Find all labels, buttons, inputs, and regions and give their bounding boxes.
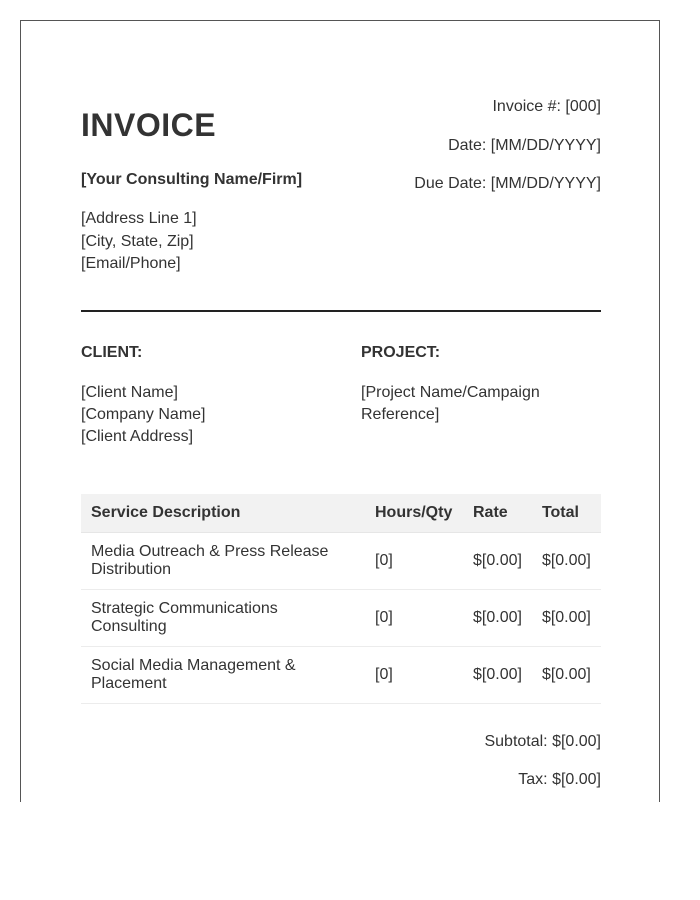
invoice-due-date: Due Date: [MM/DD/YYYY] (414, 175, 601, 192)
service-rate: $[0.00] (463, 590, 532, 647)
firm-name: [Your Consulting Name/Firm] (81, 171, 303, 188)
service-qty: [0] (365, 533, 463, 590)
invoice-date: Date: [MM/DD/YYYY] (448, 136, 601, 154)
project-reference: [Project Name/Campaign Reference] (361, 384, 540, 423)
client-heading: CLIENT: (81, 344, 143, 361)
table-row (81, 533, 601, 590)
services-table (81, 494, 601, 704)
divider (81, 310, 601, 312)
service-qty: [0] (365, 647, 463, 704)
client-line: [Client Name] (81, 384, 178, 401)
column-header: Service Description (81, 494, 365, 533)
address-line: [Email/Phone] (81, 255, 181, 272)
table-row (81, 647, 601, 704)
firm-address (81, 208, 197, 276)
column-header: Rate (463, 494, 532, 533)
invoice-page (20, 20, 660, 802)
table-row (81, 590, 601, 647)
service-total: $[0.00] (532, 533, 601, 590)
client-details (81, 382, 206, 448)
totals-block (484, 733, 601, 809)
service-rate: $[0.00] (463, 533, 532, 590)
service-total: $[0.00] (532, 647, 601, 704)
service-description: Strategic Communications Consulting (81, 590, 365, 647)
invoice-title: INVOICE (81, 107, 217, 143)
column-header: Total (532, 494, 601, 533)
invoice-number: Invoice #: [000] (492, 98, 601, 115)
service-description: Social Media Management & Placement (81, 647, 365, 704)
invoice-meta (414, 98, 601, 214)
tax: Tax: $[0.00] (518, 771, 601, 788)
column-header: Hours/Qty (365, 494, 463, 533)
address-line: [City, State, Zip] (81, 232, 194, 250)
client-line: [Client Address] (81, 428, 194, 445)
service-rate: $[0.00] (463, 647, 532, 704)
service-total: $[0.00] (532, 590, 601, 647)
address-line: [Address Line 1] (81, 210, 197, 227)
project-heading: PROJECT: (361, 344, 441, 361)
client-line: [Company Name] (81, 406, 206, 423)
subtotal: Subtotal: $[0.00] (484, 733, 601, 750)
service-description: Media Outreach & Press Release Distribution (81, 533, 365, 590)
table-header-row (81, 494, 601, 533)
service-qty: [0] (365, 590, 463, 647)
